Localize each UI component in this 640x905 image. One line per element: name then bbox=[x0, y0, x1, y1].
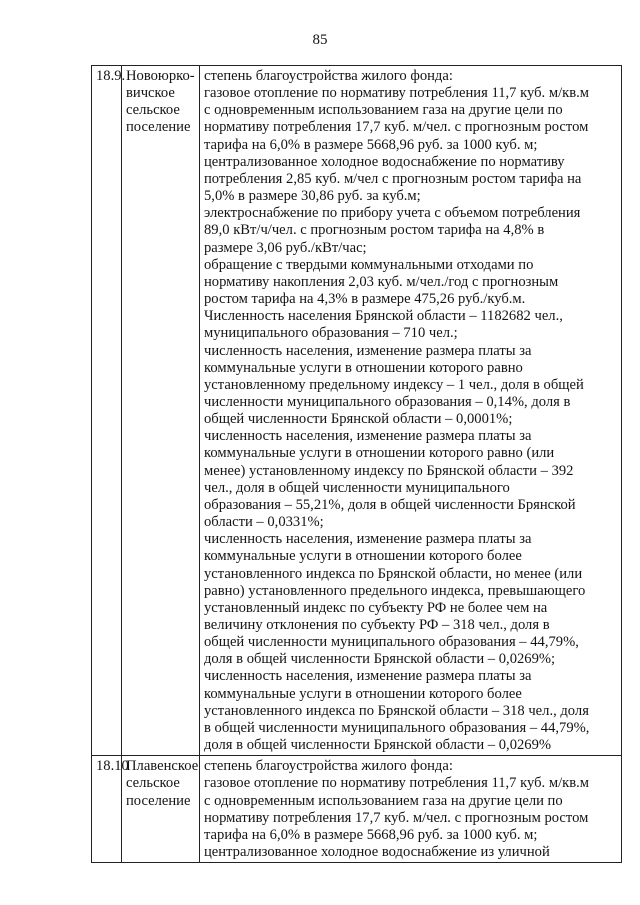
description-line: коммунальные услуги в отношении которого равно (или bbox=[204, 445, 555, 462]
description-line: численность населения, изменение размера платы за bbox=[204, 342, 532, 359]
description-line: в общей численности муниципального образования – 44,79%, bbox=[204, 719, 590, 736]
table-row bbox=[92, 66, 622, 756]
description-line: потребления 2,85 куб. м/чел с прогнозным ростом тарифа на bbox=[204, 170, 582, 187]
row-number-cell: 18.10 bbox=[92, 756, 122, 863]
description-line: установленного индекса по Брянской области, но менее (или bbox=[204, 565, 583, 582]
settlement-name-cell bbox=[122, 66, 200, 756]
settlement-name-line: Новоюрко- bbox=[126, 68, 195, 84]
description-line: численности муниципального образования – 0,14%, доля в bbox=[204, 393, 571, 410]
description-line: ростом тарифа на 4,3% в размере 475,26 руб./куб.м. bbox=[204, 291, 526, 308]
description-line: численность населения, изменение размера платы за bbox=[204, 531, 532, 548]
description-line: с одновременным использованием газа на другие цели по bbox=[204, 102, 563, 119]
description-line: доля в общей численности Брянской области – 0,0269%; bbox=[204, 651, 556, 668]
description-line: численность населения, изменение размера платы за bbox=[204, 428, 532, 445]
settlement-name-cell bbox=[122, 756, 200, 863]
description-line: менее) установленному индексу по Брянской области – 392 bbox=[204, 462, 574, 479]
description-line: степень благоустройства жилого фонда: bbox=[204, 68, 453, 84]
description-line: чел., доля в общей численности муниципального bbox=[204, 479, 510, 496]
tariff-table bbox=[91, 65, 622, 863]
settlement-name-line: сельское bbox=[126, 775, 180, 792]
description-line: общей численности муниципального образования – 44,79%, bbox=[204, 634, 579, 651]
description-line: образования – 55,21%, доля в общей численности Брянской bbox=[204, 496, 576, 513]
page-number: 85 bbox=[312, 32, 328, 48]
description-line: величину отклонения по субъекту РФ – 318 чел., доля в bbox=[204, 617, 550, 633]
description-line: равно) установленного предельного индекса, превышающего bbox=[204, 582, 586, 599]
description-line: нормативу потребления 17,7 куб. м/чел. с прогнозным ростом bbox=[204, 809, 589, 826]
row-number-cell: 18.9. bbox=[92, 66, 122, 756]
description-line: тарифа на 6,0% в размере 5668,96 руб. за 1000 куб. м; bbox=[204, 826, 538, 843]
settlement-name-line: сельское bbox=[126, 102, 180, 119]
description-line: численность населения, изменение размера платы за bbox=[204, 668, 532, 685]
description-line: 5,0% в размере 30,86 руб. за куб.м; bbox=[204, 188, 421, 205]
description-line: установленному предельному индексу – 1 чел., доля в общей bbox=[204, 376, 584, 393]
description-line: муниципального образования – 710 чел.; bbox=[204, 325, 458, 342]
description-line: коммунальные услуги в отношении которого более bbox=[204, 548, 522, 565]
description-line: коммунальные услуги в отношении которого более bbox=[204, 685, 522, 702]
settlement-name-line: вичское bbox=[126, 85, 175, 102]
description-line: с одновременным использованием газа на другие цели по bbox=[204, 792, 563, 809]
description-cell bbox=[200, 66, 622, 756]
description-line: размере 3,06 руб./кВт/час; bbox=[204, 239, 367, 256]
table-body bbox=[92, 66, 622, 863]
description-line: Численность населения Брянской области – 1182682 чел., bbox=[204, 308, 563, 325]
settlement-name-line: поселение bbox=[126, 119, 191, 136]
description-line: установленный индекс по субъекту РФ не более чем на bbox=[204, 599, 548, 616]
description-line: 89,0 кВт/ч/чел. с прогнозным ростом тарифа на 4,8% в bbox=[204, 222, 545, 239]
description-line: коммунальные услуги в отношении которого равно bbox=[204, 359, 523, 376]
description-line: централизованное холодное водоснабжение по нормативу bbox=[204, 153, 565, 170]
description-line: области – 0,0331%; bbox=[204, 514, 324, 531]
description-cell bbox=[200, 756, 622, 863]
description-line: установленного индекса по Брянской области – 318 чел., доля bbox=[204, 702, 589, 719]
settlement-name-line: Плавенское bbox=[126, 758, 199, 775]
description-line: газовое отопление по нормативу потребления 11,7 куб. м/кв.м bbox=[204, 775, 589, 792]
description-line: нормативу накопления 2,03 куб. м/чел./год с прогнозным bbox=[204, 273, 559, 290]
table-row bbox=[92, 756, 622, 863]
description-line: общей численности Брянской области – 0,0001%; bbox=[204, 411, 513, 428]
description-line: нормативу потребления 17,7 куб. м/чел. с прогнозным ростом bbox=[204, 119, 589, 136]
description-line: тарифа на 6,0% в размере 5668,96 руб. за 1000 куб. м; bbox=[204, 136, 538, 153]
settlement-name-line: поселение bbox=[126, 792, 191, 809]
description-line: обращение с твердыми коммунальными отходами по bbox=[204, 256, 534, 273]
description-line: централизованное холодное водоснабжение из уличной bbox=[204, 844, 550, 861]
description-line: доля в общей численности Брянской области – 0,0269% bbox=[204, 737, 552, 754]
description-line: степень благоустройства жилого фонда: bbox=[204, 758, 453, 775]
description-line: газовое отопление по нормативу потребления 11,7 куб. м/кв.м bbox=[204, 85, 589, 102]
description-line: электроснабжение по прибору учета с объемом потребления bbox=[204, 205, 581, 222]
